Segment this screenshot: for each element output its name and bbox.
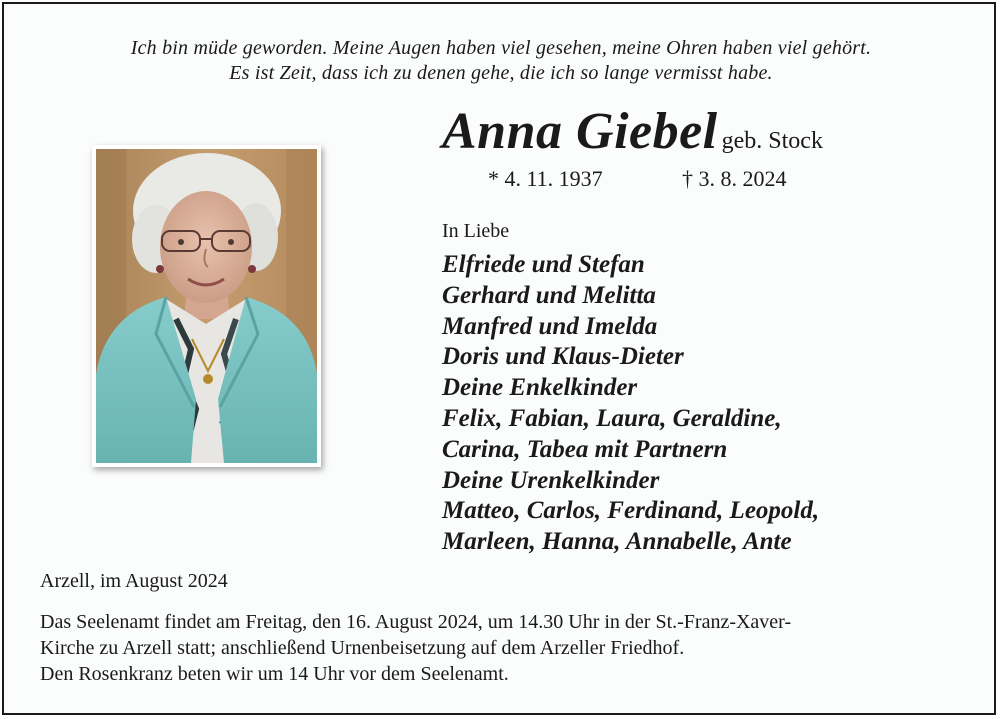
mourners-list bbox=[442, 250, 819, 558]
mourner-line: Deine Enkelkinder bbox=[442, 374, 638, 402]
mourner-line: Matteo, Carlos, Ferdinand, Leopold, bbox=[442, 497, 820, 525]
mourner-line: Marleen, Hanna, Annabelle, Ante bbox=[442, 528, 792, 556]
mourner-line: Elfriede und Stefan bbox=[442, 251, 645, 278]
mourner-line: Doris und Klaus-Dieter bbox=[442, 343, 684, 371]
quote-line-1: Ich bin müde geworden. Meine Augen haben viel gesehen, meine Ohren haben viel gehört. bbox=[130, 37, 872, 59]
mourner-line: Gerhard und Melitta bbox=[442, 281, 656, 309]
service-line-3: Den Rosenkranz beten wir um 14 Uhr vor dem Seelenamt. bbox=[40, 663, 509, 685]
place-and-date: Arzell, im August 2024 bbox=[40, 570, 228, 592]
portrait-illustration bbox=[96, 149, 317, 463]
service-line-2: Kirche zu Arzell statt; anschließend Urnenbeisetzung auf dem Arzeller Friedhof. bbox=[40, 637, 685, 659]
mourner-line: Carina, Tabea mit Partnern bbox=[442, 435, 728, 463]
death-date: † 3. 8. 2024 bbox=[682, 166, 787, 191]
portrait-frame bbox=[92, 145, 321, 467]
quote-line-2: Es ist Zeit, dass ich zu denen gehe, die ich so lange vermisst habe. bbox=[229, 62, 773, 84]
deceased-name: Anna Giebel bbox=[442, 103, 718, 160]
mourner-line: Felix, Fabian, Laura, Geraldine, bbox=[442, 404, 782, 432]
birth-date: * 4. 11. 1937 bbox=[488, 166, 603, 191]
mourners-intro: In Liebe bbox=[442, 220, 510, 242]
deceased-name-line bbox=[442, 104, 823, 160]
service-line-1: Das Seelenamt findet am Freitag, den 16. August 2024, um 14.30 Uhr in der St.-Franz-Xaver- bbox=[40, 611, 792, 633]
service-info bbox=[40, 609, 968, 687]
quote bbox=[4, 36, 998, 86]
mourner-line: Deine Urenkelkinder bbox=[442, 466, 660, 494]
mourner-line: Manfred und Imelda bbox=[442, 312, 658, 340]
obituary-card bbox=[2, 2, 996, 715]
portrait-photo bbox=[96, 149, 317, 463]
maiden-name: geb. Stock bbox=[721, 128, 823, 154]
